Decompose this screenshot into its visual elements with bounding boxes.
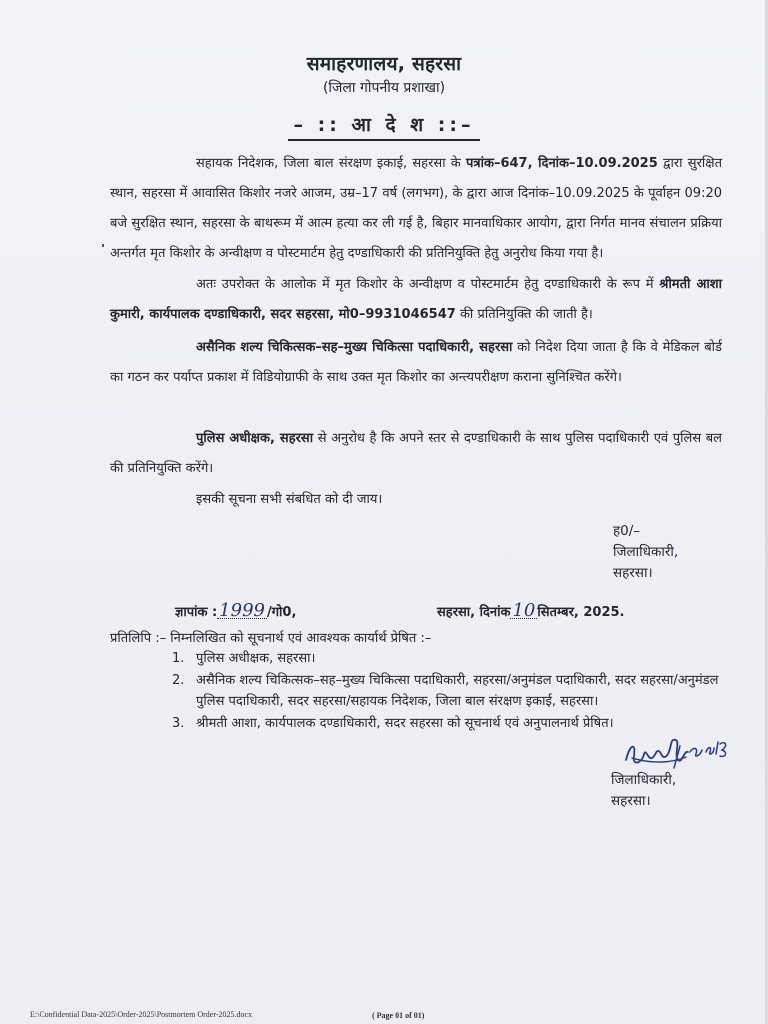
list-text: असैनिक शल्य चिकित्सक–सह–मुख्य चिकित्सा पदाधिकारी, सहरसा/अनुमंडल पदाधिकारी, सदर सहरसा/अनुमंडल पुलिस पदाधिकारी, सदर सहरसा/सहायक निदेशक, जिला बाल संरक्षण इकाई, सहरसा। [196, 673, 719, 709]
copy-heading: प्रतिलिपि :– निम्नलिखित को सूचनार्थ एवं आवश्यक कार्यार्थ प्रेषित :– [110, 631, 432, 646]
office-title: समाहरणालय, सहरसा [306, 53, 462, 75]
paragraph-2 [110, 270, 722, 330]
p3-text-1: को निदेश दिया जाता है कि वे मेडिकल बोर्ड का गठन कर पर्याप्त प्रकाश में विडियोग्राफी के साथ उक्त मृत किशोर का अन्त्यपरीक्षण कराना सुनिश्चित करेंगे। [110, 340, 722, 385]
list-number: 3. [172, 716, 185, 731]
memo-suffix: /गो0, [266, 605, 297, 620]
signature-block-bottom [611, 770, 676, 812]
order-heading-text: – :: आ दे श ::– [288, 111, 481, 141]
p2-text-1: अतः उपरोक्त के आलोक में मृत किशोर के अन्वीक्षण व पोस्टमार्टम हेतु दण्डाधिकारी के रूप में [196, 277, 660, 292]
paragraph-4 [110, 424, 722, 484]
footer-page-number: ( Page 01 of 01) [372, 1011, 425, 1020]
p3-civil-surgeon: असैनिक शल्य चिकित्सक–सह–मुख्य चिकित्सा पदाधिकारी, सहरसा [196, 340, 513, 355]
p1-letter-ref: पत्रांक–647, दिनांक–10.09.2025 [466, 156, 658, 171]
copy-list [172, 648, 732, 735]
p2-magistrate-name: श्रीमती आशा कुमारी, कार्यपालक दण्डाधिकारी, सदर सहरसा, मो0–9931046547 [110, 277, 722, 322]
place: सहरसा। [613, 565, 653, 581]
p1-text-2: द्वारा सुरक्षित स्थान, सहरसा में आवासित किशोर नजरे आजम, उम्र–17 वर्ष (लगभग), के द्वारा आज दिनांक–10.09.2025 के पूर्वाहन 09:20 बजे सुरक्षित स्थान, सहरसा के बाथरूम में आत्म हत्या कर ली गई है, बिहार मानवाधिकार आयोग, द्वारा निर्गत मानव संचालन प्रक्रिया अन्तर्गत मृत किशोर के अन्वीक्षण व पोस्टमार्टम हेतु दण्डाधिकारी की प्रतिनियुक्ति हेतु अनुरोध किया गया है। [110, 156, 722, 261]
signature-block-top [613, 521, 678, 584]
memo-number-handwritten: 1999 [219, 600, 265, 621]
memo-prefix: ज्ञापांक : [175, 605, 218, 620]
p5-text-1: इसकी सूचना सभी संबधित को दी जाय। [196, 492, 383, 507]
paragraph-1 [110, 149, 722, 269]
p4-text-1: से अनुरोध है कि अपने स्तर से दण्डाधिकारी के साथ पुलिस पदाधिकारी एवं पुलिस बल की प्रतिनियुक्ति करेंगे। [110, 431, 722, 476]
paragraph-3 [110, 333, 722, 393]
list-text: श्रीमती आशा, कार्यपालक दण्डाधिकारी, सदर सहरसा को सूचनार्थ एवं अनुपालनार्थ प्रेषित। [196, 716, 614, 731]
p1-text-1: सहायक निदेशक, जिला बाल संरक्षण इकाई, सहरसा के [196, 156, 467, 171]
memo-date-line [437, 602, 625, 620]
order-heading [0, 111, 768, 141]
branch-subtitle: (जिला गोपनीय प्रशाखा) [322, 80, 446, 96]
date-handwritten: 10 [512, 600, 536, 621]
scan-mark [102, 244, 104, 247]
list-item [172, 648, 732, 669]
paragraph-5 [110, 485, 722, 515]
date-prefix: सहरसा, दिनांक [437, 605, 511, 620]
place: सहरसा। [611, 793, 651, 809]
list-item [172, 670, 732, 712]
p4-police-superintendent: पुलिस अधीक्षक, सहरसा [196, 431, 314, 446]
p2-text-2: की प्रतिनियुक्ति की जाती है। [455, 307, 593, 322]
list-number: 2. [172, 673, 185, 688]
designation: जिलाधिकारी, [613, 544, 679, 560]
memo-number-line [175, 602, 296, 620]
list-number: 1. [172, 651, 185, 666]
sd-mark: ह0/– [613, 523, 641, 539]
list-text: पुलिस अधीक्षक, सहरसा। [196, 651, 316, 666]
footer-file-path: E:\Confidential Data-2025\Order-2025\Postmortem Order-2025.docx [30, 1010, 253, 1019]
date-suffix: सितम्बर, 2025. [537, 605, 625, 620]
designation: जिलाधिकारी, [611, 772, 677, 788]
